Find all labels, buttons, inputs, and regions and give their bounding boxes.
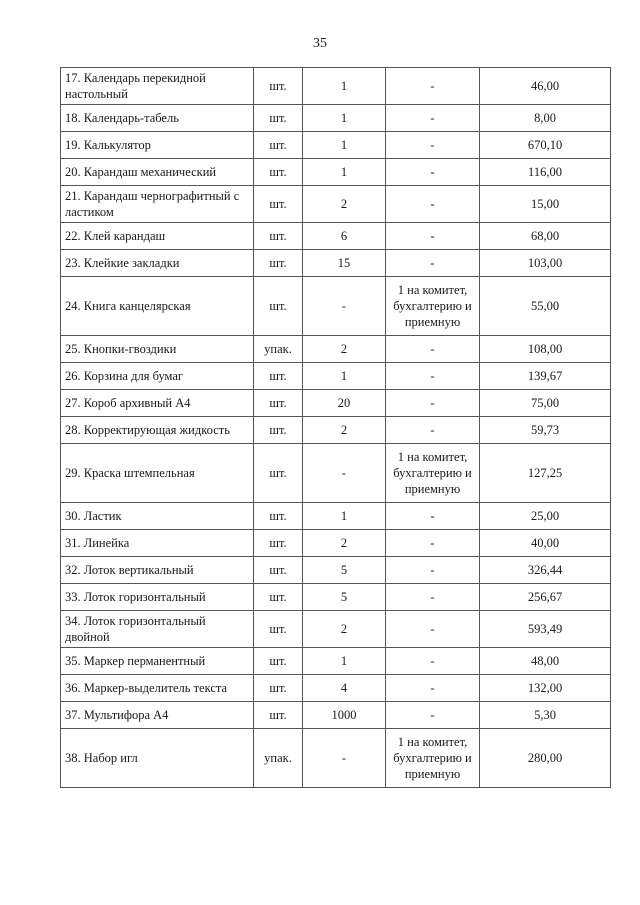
item-unit: шт.: [254, 223, 303, 250]
item-quantity: 1: [303, 68, 386, 105]
item-note: -: [386, 186, 480, 223]
item-price: 55,00: [480, 277, 611, 336]
item-note: 1 на комитет, бухгалтерию и приемную: [386, 444, 480, 503]
item-unit: шт.: [254, 503, 303, 530]
item-unit: шт.: [254, 159, 303, 186]
item-unit: шт.: [254, 648, 303, 675]
item-name: 37. Мультифора А4: [61, 702, 254, 729]
table-row: [61, 68, 611, 105]
table-row: [61, 105, 611, 132]
item-quantity: 1: [303, 105, 386, 132]
item-quantity: 20: [303, 390, 386, 417]
item-name: 23. Клейкие закладки: [61, 250, 254, 277]
item-unit: шт.: [254, 444, 303, 503]
item-note: -: [386, 105, 480, 132]
item-name: 19. Калькулятор: [61, 132, 254, 159]
item-note: -: [386, 503, 480, 530]
item-note: -: [386, 557, 480, 584]
item-name: 26. Корзина для бумаг: [61, 363, 254, 390]
item-unit: шт.: [254, 186, 303, 223]
item-name: 18. Календарь-табель: [61, 105, 254, 132]
page-number: 35: [313, 36, 327, 51]
item-price: 8,00: [480, 105, 611, 132]
item-price: 15,00: [480, 186, 611, 223]
table-row: [61, 390, 611, 417]
item-name: 22. Клей карандаш: [61, 223, 254, 250]
item-unit: шт.: [254, 584, 303, 611]
item-quantity: 2: [303, 611, 386, 648]
item-quantity: 2: [303, 530, 386, 557]
table-row: [61, 729, 611, 788]
item-quantity: 15: [303, 250, 386, 277]
item-quantity: 2: [303, 336, 386, 363]
table-row: [61, 648, 611, 675]
item-unit: шт.: [254, 277, 303, 336]
table-row: [61, 444, 611, 503]
item-price: 256,67: [480, 584, 611, 611]
item-note: -: [386, 675, 480, 702]
table-row: [61, 186, 611, 223]
item-quantity: 1: [303, 503, 386, 530]
item-note: -: [386, 336, 480, 363]
item-quantity: 1000: [303, 702, 386, 729]
item-note: -: [386, 363, 480, 390]
item-name: 20. Карандаш механический: [61, 159, 254, 186]
item-price: 103,00: [480, 250, 611, 277]
table-row: [61, 132, 611, 159]
item-quantity: 5: [303, 557, 386, 584]
item-quantity: 1: [303, 648, 386, 675]
supplies-table-body: [61, 68, 611, 788]
item-quantity: 6: [303, 223, 386, 250]
item-unit: шт.: [254, 530, 303, 557]
item-price: 670,10: [480, 132, 611, 159]
item-name: 29. Краска штемпельная: [61, 444, 254, 503]
table-row: [61, 250, 611, 277]
item-name: 30. Ластик: [61, 503, 254, 530]
table-row: [61, 675, 611, 702]
item-name: 28. Корректирующая жидкость: [61, 417, 254, 444]
item-price: 40,00: [480, 530, 611, 557]
item-price: 5,30: [480, 702, 611, 729]
item-unit: упак.: [254, 729, 303, 788]
item-quantity: -: [303, 729, 386, 788]
item-price: 132,00: [480, 675, 611, 702]
item-unit: шт.: [254, 250, 303, 277]
item-price: 116,00: [480, 159, 611, 186]
item-note: -: [386, 530, 480, 557]
item-name: 38. Набор игл: [61, 729, 254, 788]
item-name: 33. Лоток горизонтальный: [61, 584, 254, 611]
item-note: -: [386, 648, 480, 675]
table-row: [61, 223, 611, 250]
item-note: -: [386, 390, 480, 417]
table-row: [61, 557, 611, 584]
table-row: [61, 363, 611, 390]
item-note: -: [386, 417, 480, 444]
item-quantity: -: [303, 277, 386, 336]
item-quantity: 1: [303, 363, 386, 390]
item-name: 36. Маркер-выделитель текста: [61, 675, 254, 702]
table-row: [61, 277, 611, 336]
item-price: 75,00: [480, 390, 611, 417]
item-unit: шт.: [254, 68, 303, 105]
item-name: 24. Книга канцелярская: [61, 277, 254, 336]
item-note: -: [386, 702, 480, 729]
table-row: [61, 417, 611, 444]
item-price: 108,00: [480, 336, 611, 363]
item-price: 48,00: [480, 648, 611, 675]
item-price: 46,00: [480, 68, 611, 105]
item-quantity: 5: [303, 584, 386, 611]
item-note: -: [386, 584, 480, 611]
item-price: 68,00: [480, 223, 611, 250]
item-unit: шт.: [254, 105, 303, 132]
item-unit: шт.: [254, 675, 303, 702]
item-name: 17. Календарь перекидной настольный: [61, 68, 254, 105]
table-row: [61, 584, 611, 611]
table-row: [61, 159, 611, 186]
item-name: 34. Лоток горизонтальный двойной: [61, 611, 254, 648]
item-quantity: 1: [303, 132, 386, 159]
item-note: -: [386, 250, 480, 277]
item-unit: шт.: [254, 702, 303, 729]
item-name: 31. Линейка: [61, 530, 254, 557]
item-note: -: [386, 68, 480, 105]
table-row: [61, 503, 611, 530]
item-note: 1 на комитет, бухгалтерию и приемную: [386, 277, 480, 336]
item-price: 280,00: [480, 729, 611, 788]
item-quantity: 2: [303, 186, 386, 223]
item-price: 25,00: [480, 503, 611, 530]
item-price: 127,25: [480, 444, 611, 503]
item-unit: шт.: [254, 390, 303, 417]
item-name: 27. Короб архивный А4: [61, 390, 254, 417]
item-name: 21. Карандаш чернографитный с ластиком: [61, 186, 254, 223]
table-row: [61, 336, 611, 363]
table-row: [61, 611, 611, 648]
item-unit: шт.: [254, 417, 303, 444]
item-unit: шт.: [254, 557, 303, 584]
item-name: 25. Кнопки-гвоздики: [61, 336, 254, 363]
item-price: 593,49: [480, 611, 611, 648]
item-unit: шт.: [254, 132, 303, 159]
item-price: 326,44: [480, 557, 611, 584]
item-quantity: -: [303, 444, 386, 503]
item-unit: шт.: [254, 611, 303, 648]
item-name: 35. Маркер перманентный: [61, 648, 254, 675]
item-price: 139,67: [480, 363, 611, 390]
item-note: 1 на комитет, бухгалтерию и приемную: [386, 729, 480, 788]
item-quantity: 4: [303, 675, 386, 702]
table-row: [61, 702, 611, 729]
item-price: 59,73: [480, 417, 611, 444]
item-note: -: [386, 611, 480, 648]
item-unit: упак.: [254, 336, 303, 363]
item-quantity: 1: [303, 159, 386, 186]
item-note: -: [386, 132, 480, 159]
item-name: 32. Лоток вертикальный: [61, 557, 254, 584]
table-row: [61, 530, 611, 557]
item-quantity: 2: [303, 417, 386, 444]
supplies-table: [60, 67, 611, 788]
item-note: -: [386, 159, 480, 186]
item-unit: шт.: [254, 363, 303, 390]
item-note: -: [386, 223, 480, 250]
